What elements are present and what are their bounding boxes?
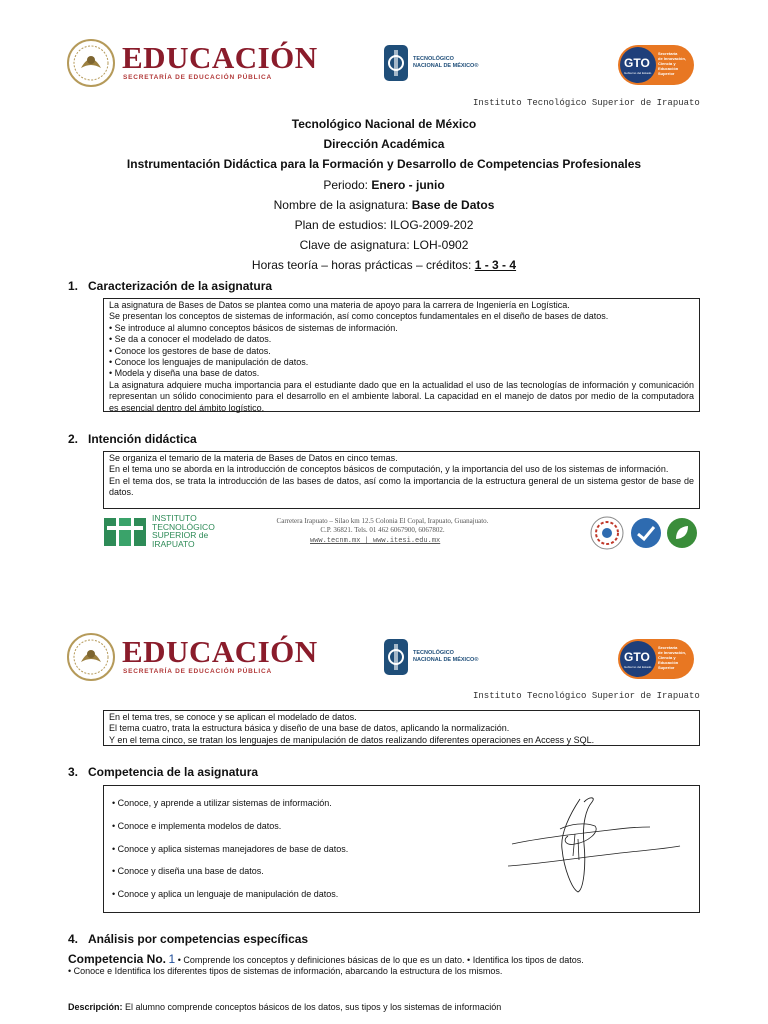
competence-item: • Conoce e implementa modelos de datos. [112,821,282,831]
periodo-label: Periodo: [323,178,372,192]
section1-line: La asignatura de Bases de Datos se plantea como una materia de apoyo para la carrera de Ingeniería en Logística. [109,300,570,310]
section2-line: El tema cuatro, trata la estructura básica y diseño de una base de datos, aplicando la normalización. [109,723,510,734]
gto-label: GTO [624,650,650,664]
horas-line [0,258,768,272]
ite-line2: TECNOLÓGICO [152,521,215,532]
gto-line4: Educación [658,66,679,71]
plan-line: Plan de estudios: ILOG-2009-202 [294,218,474,232]
competence-text1: • Comprende los conceptos y definiciones básicas de lo que es un dato. • Identifica los tipos de datos. [175,955,584,965]
gto-line5: Superior [658,665,675,670]
gto-logo [618,639,694,679]
footer-address [230,517,535,534]
competence-label: Competencia No. [68,952,167,966]
tecnm-gear-icon [381,636,411,678]
tecnm-label [413,650,478,664]
gto-line1: Secretaría [658,51,678,56]
sep-seal-icon [66,632,116,682]
gto-line4: Educación [658,660,679,665]
eco-badge-icon [666,517,698,549]
section1-line: • Conoce los gestores de base de datos. [109,345,271,356]
description-text: El alumno comprende conceptos básicos de los datos, sus tipos y los sistemas de información [122,1002,502,1012]
tecnm-gear-icon [381,42,411,84]
institute-name: Instituto Tecnológico Superior de Irapuato [473,691,700,701]
ite-label [152,514,215,548]
section4-title: 4. Análisis por competencias específicas [68,932,309,946]
periodo-line [0,178,768,192]
sep-logo-title: EDUCACIÓN [122,634,318,669]
section3-title: 3. Competencia de la asignatura [68,765,259,779]
section1-line: • Se introduce al alumno conceptos básicos de sistemas de información. [109,322,398,333]
tecnm-line2: NACIONAL DE MÉXICO® [413,63,479,69]
tecnm-line2: NACIONAL DE MÉXICO® [413,657,479,663]
sep-logo-title: EDUCACIÓN [122,40,318,75]
clave-line: Clave de asignatura: LOH-0902 [299,238,469,252]
description-label: Descripción: [68,1002,123,1012]
competence-item: • Conoce y aplica un lenguaje de manipulación de datos. [112,889,339,899]
cert-seal-icon [589,515,625,551]
title-line2: Dirección Académica [323,137,445,151]
asignatura-line [0,198,768,212]
title-line3: Instrumentación Didáctica para la Formación y Desarrollo de Competencias Profesionales [126,157,642,171]
section1-line: • Modela y diseña una base de datos. [109,368,260,379]
tecnm-label [413,56,478,70]
section1-line: • Conoce los lenguajes de manipulación de datos. [109,357,309,368]
competence-item: • Conoce y aplica sistemas manejadores de base de datos. [112,844,349,854]
section2-line: En el tema uno se aborda en la introducción de conceptos básicos de computación, y la importancia del uso de los sistemas de información. [109,464,669,475]
signature-image [500,794,682,894]
sep-seal-icon [66,38,116,88]
footer-links[interactable]: www.tecnm.mx | www.itesi.edu.mx [310,537,441,545]
gto-label: GTO [624,56,650,70]
section1-line: La asignatura adquiere mucha importancia para el estudiante dado que en la actualidad el uso de las tecnologías de información y comunicación representan un sólido conocimiento para el desarrollo en el ambiente laboral. La capacidad en el manejo de datos por medio de la computadora es esencial dentro del ámbito logístico. [109,379,694,413]
asignatura-value: Base de Datos [411,198,495,212]
section2-box-continued [103,710,700,746]
gto-line5: Superior [658,71,675,76]
section1-title: 1. Caracterización de la asignatura [68,279,273,293]
gto-line3: Ciencia y [658,61,676,66]
competence-item: • Conoce, y aprende a utilizar sistemas de información. [112,798,332,808]
competence-text2: • Conoce e Identifica los diferentes tipos de sistemas de información, abarcando la estructura de los mismos. [68,966,503,976]
ite-line3: SUPERIOR de [152,530,209,540]
gto-tagline: Gobierno del Estado [624,71,652,75]
asignatura-label: Nombre de la asignatura: [273,198,412,212]
competence-number: 1 [168,952,176,966]
section2-title: 2. Intención didáctica [68,432,197,446]
description-line [68,1002,501,1012]
section2-box [103,451,700,509]
sep-logo-subtitle: SECRETARÍA DE EDUCACIÓN PÚBLICA [123,668,273,675]
competence-line1 [68,952,584,966]
institute-name: Instituto Tecnológico Superior de Irapuato [473,98,700,108]
gto-logo [618,45,694,85]
section2-line: Y en el tema cinco, se tratan los lenguajes de manipulación de datos realizando diferentes operaciones en Access y SQL. [109,734,595,745]
gto-line1: Secretaría [658,645,678,650]
horas-label: Horas teoría – horas prácticas – créditos: [251,258,475,272]
ite-line1: INSTITUTO [152,513,197,523]
periodo-value: Enero - junio [371,178,445,192]
gto-tagline: Gobierno del Estado [624,665,652,669]
section1-box [103,298,700,412]
section2-line: Se organiza el temario de la materia de Bases de Datos en cinco temas. [109,453,398,463]
gto-line3: Ciencia y [658,655,676,660]
ite-line4: IRAPUATO [152,538,195,549]
section2-line: En el tema tres, se conoce y se aplican el modelado de datos. [109,712,357,722]
footer-address2: C.P. 36821. Tels. 01 462 6067900, 6067802. [320,525,445,534]
ite-logo-icon [102,514,150,550]
gto-line2: de Innovación, [658,650,687,655]
footer-address1: Carretera Irapuato – Silao km 12.5 Colonia El Copal, Irapuato, Guanajuato. [276,517,489,525]
tecnm-line1: TECNOLÓGICO [413,56,454,62]
section1-line: • Se da a conocer el modelado de datos. [109,334,272,345]
horas-value: 1 - 3 - 4 [474,258,517,272]
sep-logo-subtitle: SECRETARÍA DE EDUCACIÓN PÚBLICA [123,74,273,81]
tecnm-line1: TECNOLÓGICO [413,650,454,656]
section2-line: En el tema dos, se trata la introducción de las bases de datos, así como la importancia de la estructura general de un sistema gestor de base de datos. [109,475,694,498]
competence-item: • Conoce y diseña una base de datos. [112,866,264,876]
iso-badge-icon [630,517,662,549]
title-line1: Tecnológico Nacional de México [291,117,477,131]
section3-box [103,785,700,913]
section1-line: Se presentan los conceptos de sistemas de información, así como conceptos fundamentales en el diseño de bases de datos. [109,311,609,322]
gto-line2: de Innovación, [658,56,687,61]
